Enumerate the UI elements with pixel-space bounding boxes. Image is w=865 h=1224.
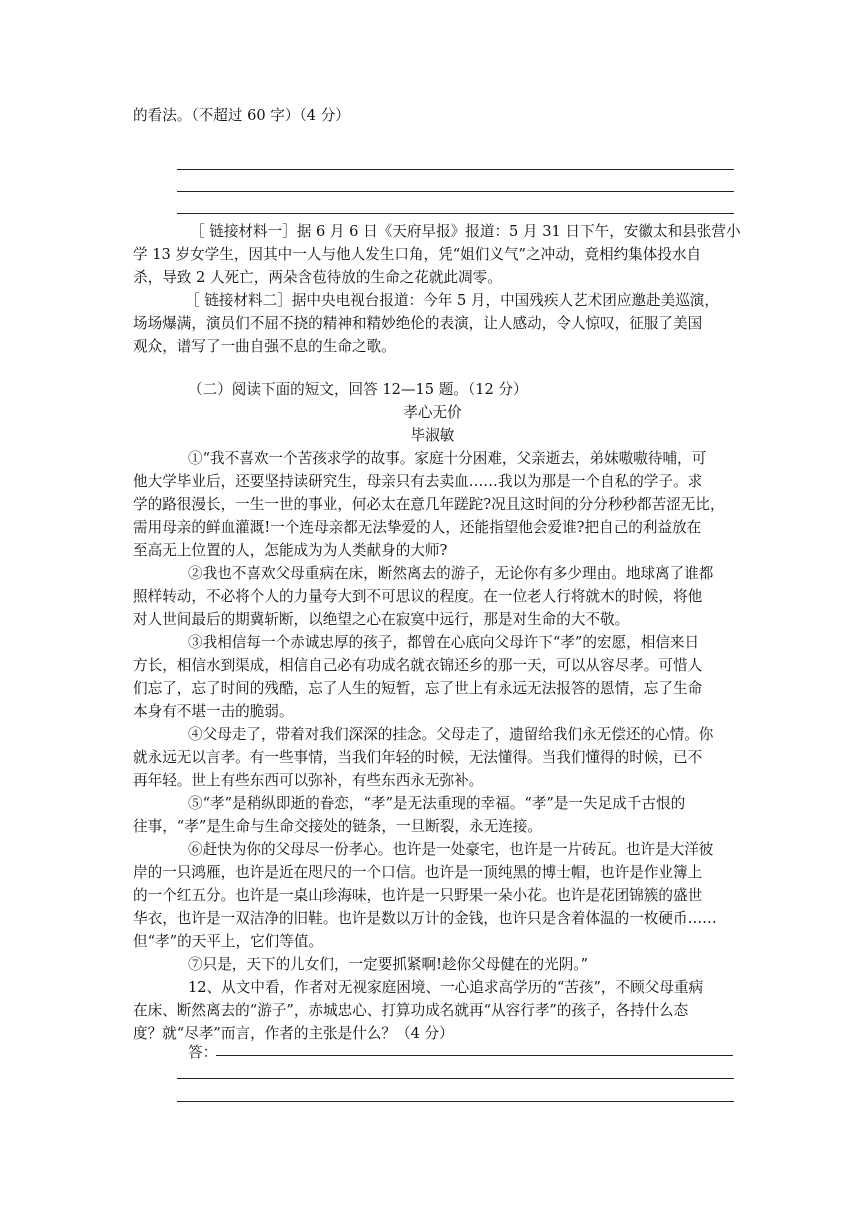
paragraph-line: ⑥赶快为你的父母尽一份孝心。也许是一处豪宅，也许是一片砖瓦。也许是大洋彼 [188,841,714,858]
paragraph-line: 对人世间最后的期冀斩断，以绝望之心在寂寞中远行，那是对生命的大不敬。 [133,611,630,628]
essay-title: 孝心无价 [403,404,462,421]
question-12-line: 在床、断然离去的“游子”，赤城忠心、打算功成名就再“从容行孝”的孩子，各持什么态 [133,1002,689,1019]
paragraph-line: ③我相信每一个赤诚忠厚的孩子，都曾在心底向父母许下“孝”的宏愿，相信来日 [188,634,700,651]
answer-line [177,213,734,214]
paragraph-line: 华衣，也许是一双洁净的旧鞋。也许是数以万计的金钱，也许只是含着体温的一枚硬币…… [133,910,717,927]
question-12-line: 度？就“尽孝”而言，作者的主张是什么？（4 分） [133,1025,454,1042]
answer-line[interactable] [216,1055,733,1056]
link-material-2-line: 场场爆满，演员们不屈不挠的精神和精妙绝伦的表演，让人感动，令人惊叹，征服了美国 [133,315,703,332]
link-material-1-line: 学 13 岁女学生，因其中一人与他人发生口角，凭“姐们义气”之冲动，竟相约集体投水自 [133,246,702,263]
essay-author: 毕淑敏 [410,427,455,444]
paragraph-line: 本身有不堪一击的脆弱。 [133,703,294,720]
paragraph-line: 至高无上位置的人，怎能成为为人类献身的大师? [133,542,448,559]
question-tail: 的看法。（不超过 60 字）（4 分） [133,107,350,124]
paragraph-line: 就永远无以言孝。有一些事情，当我们年轻的时候，无法懂得。当我们懂得的时候，已不 [133,749,703,766]
answer-label: 答： [188,1044,218,1061]
paragraph-line: 但“孝”的天平上，它们等值。 [133,933,324,950]
paragraph-line: ④父母走了，带着对我们深深的挂念。父母走了，遗留给我们永无偿还的心情。你 [188,726,714,743]
question-12-line: 12、从文中看，作者对无视家庭困境、一心追求高学历的“苦孩”，不顾父母重病 [188,979,704,996]
answer-line[interactable] [177,1078,734,1079]
link-material-2-line: ［ 链接材料二］据中央电视台报道：今年 5 月，中国残疾人艺术团应邀赴美巡演， [185,292,719,309]
paragraph-line: ①“我不喜欢一个苦孩求学的故事。家庭十分困难，父亲逝去，弟妹嗷嗷待哺，可 [188,450,707,467]
paragraph-line: ⑤“孝”是稍纵即逝的眷恋，“孝”是无法重现的幸福。“孝”是一失足成千古恨的 [188,795,686,812]
paragraph-line: 岸的一只鸿雁，也许是近在咫尺的一个口信。也许是一顶纯黑的博士帽，也许是作业簿上 [133,864,703,881]
answer-line [177,169,734,170]
link-material-1-line: 杀，导致 2 人死亡，两朵含苞待放的生命之花就此凋零。 [133,269,502,286]
answer-line [177,191,734,192]
paragraph-line: 再年轻。世上有些东西可以弥补，有些东西永无弥补。 [133,772,484,789]
section-heading: （二）阅读下面的短文，回答 12—15 题。（12 分） [188,381,528,398]
paragraph-line: 他大学毕业后，还要坚持读研究生，母亲只有去卖血……我以为那是一个自私的学子。求 [133,473,703,490]
paragraph-line: ⑦只是，天下的儿女们，一定要抓紧啊!趁你父母健在的光阴。” [188,956,589,973]
paragraph-line: 往事，“孝”是生命与生命交接处的链条，一旦断裂，永无连接。 [133,818,542,835]
paragraph-line: 照样转动，不必将个人的力量夸大到不可思议的程度。在一位老人行将就木的时候，将他 [133,588,703,605]
link-material-2-line: 观众，谱写了一曲自强不息的生命之歌。 [133,338,396,355]
answer-line[interactable] [177,1101,734,1102]
paragraph-line: ②我也不喜欢父母重病在床，断然离去的游子，无论你有多少理由。地球离了谁都 [188,565,714,582]
paragraph-line: 学的路很漫长，一生一世的事业，何必太在意几年蹉跎?况且这时间的分分秒秒都苦涩无比， [133,496,725,513]
paragraph-line: 的一个红五分。也许是一桌山珍海味，也许是一只野果一朵小花。也许是花团锦簇的盛世 [133,887,703,904]
paragraph-line: 需用母亲的鲜血灌溉!一个连母亲都无法挚爱的人，还能指望他会爱谁?把自己的利益放在 [133,519,702,536]
paragraph-line: 们忘了，忘了时间的残酷，忘了人生的短暂，忘了世上有永远无法报答的恩情，忘了生命 [133,680,703,697]
paragraph-line: 方长，相信水到渠成，相信自己必有功成名就衣锦还乡的那一天，可以从容尽孝。可惜人 [133,657,703,674]
link-material-1-line: ［ 链接材料一］据 6 月 6 日《天府早报》报道：5 月 31 日下午，安徽太和县张营小 [190,223,741,240]
